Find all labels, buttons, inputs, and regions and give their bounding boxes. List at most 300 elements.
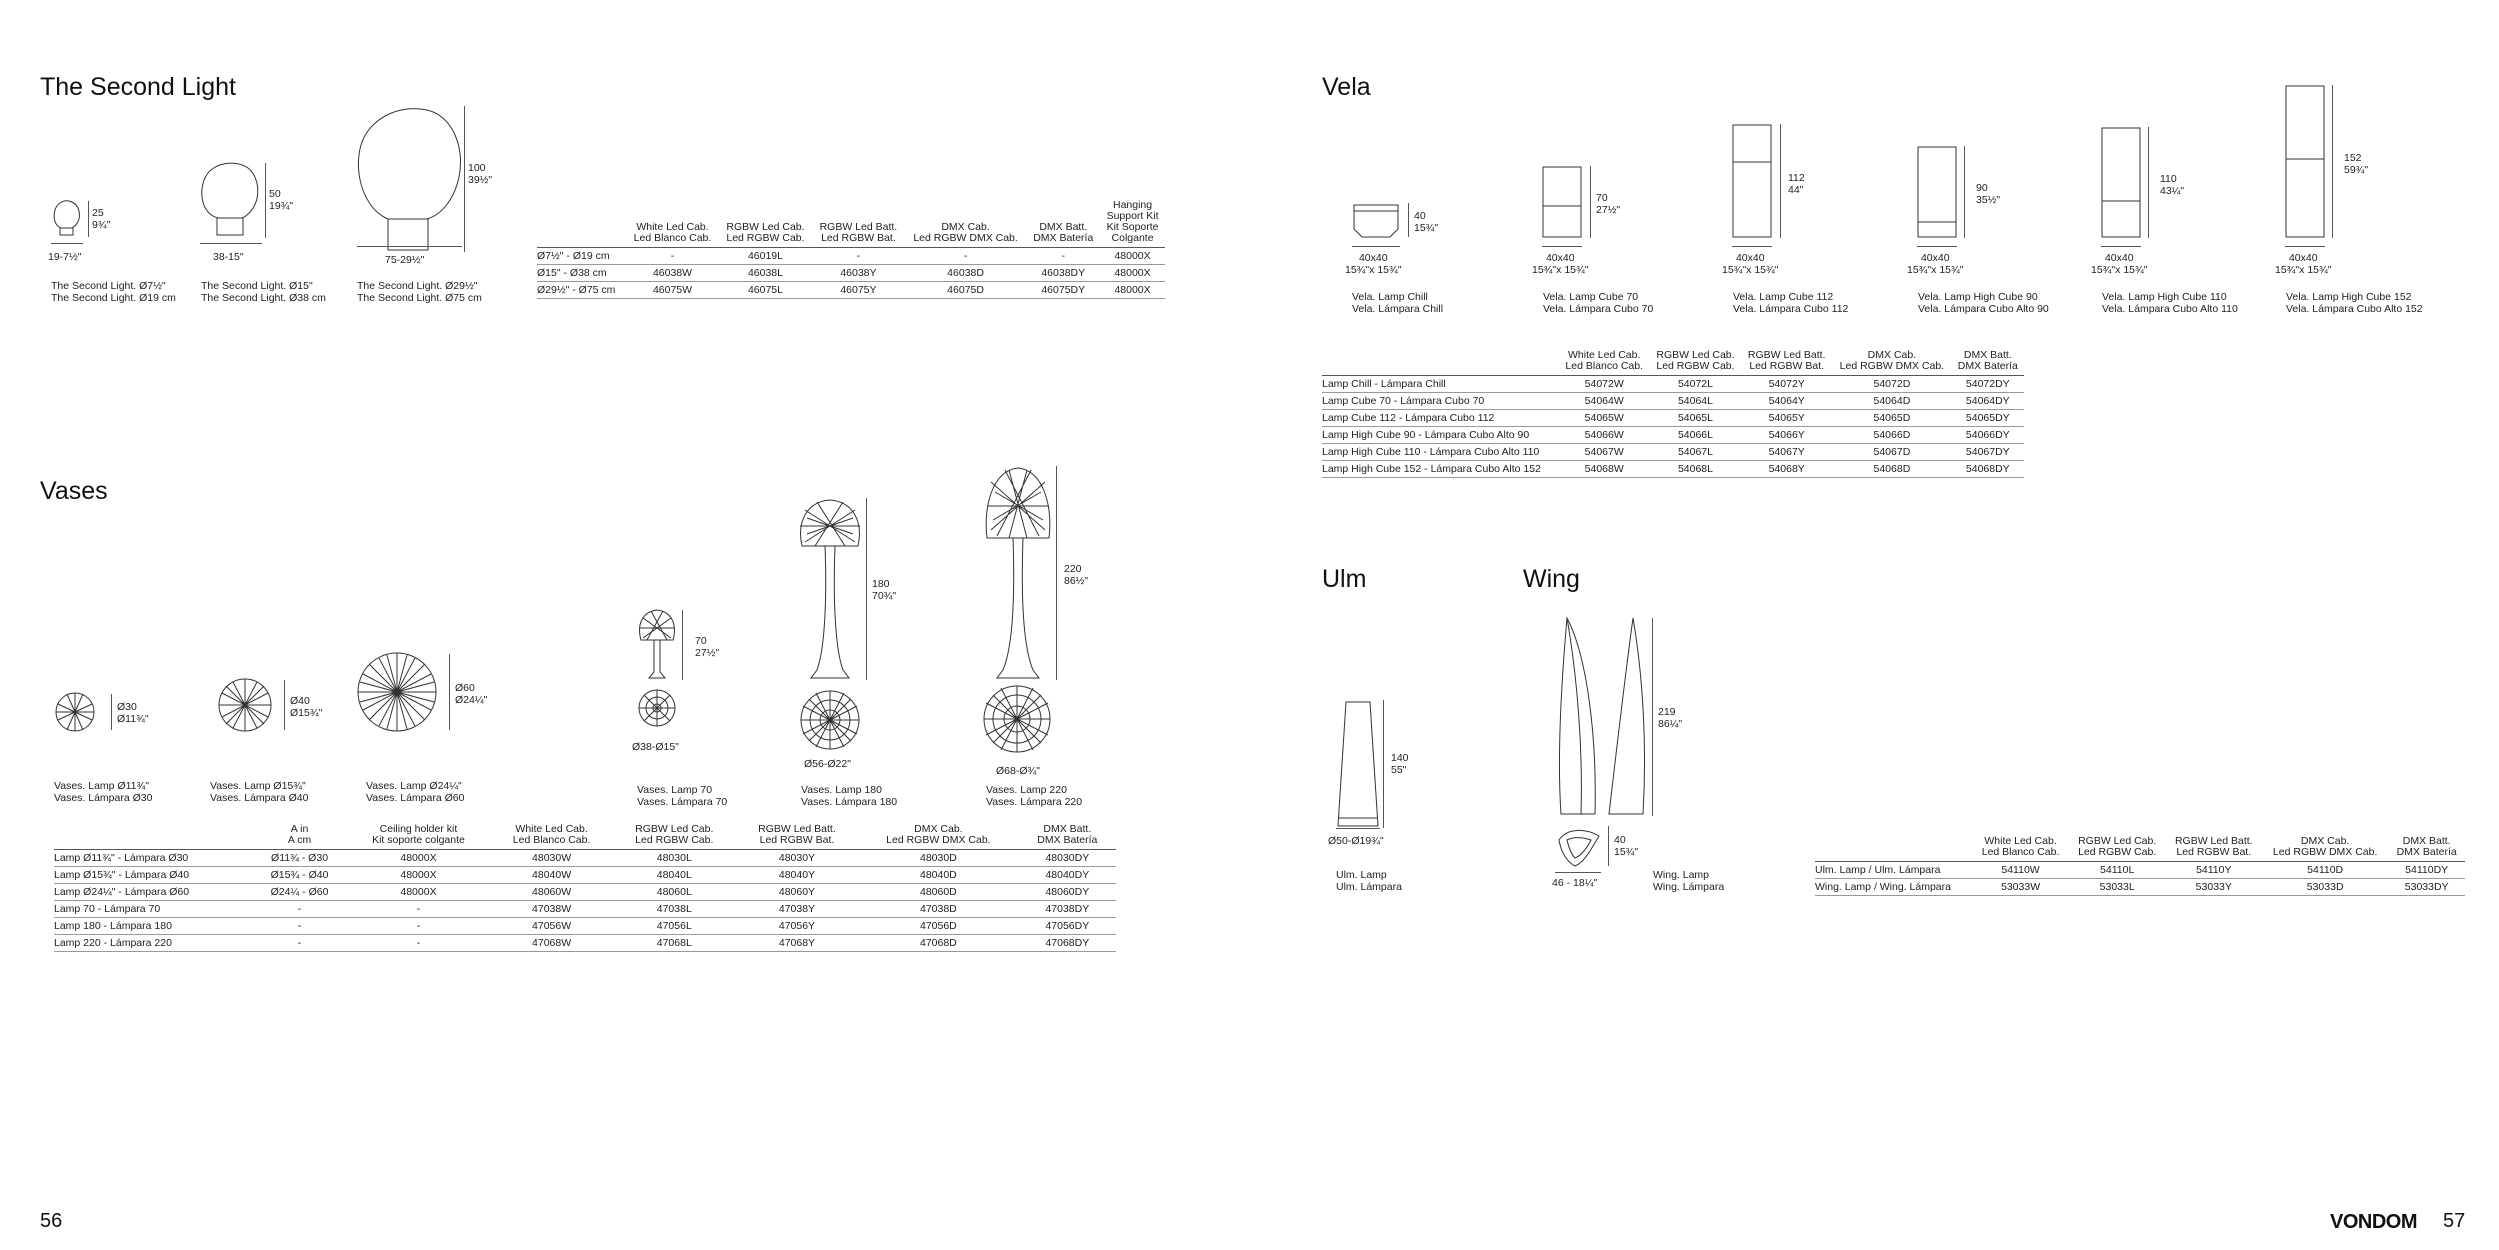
table-cell: 47056D <box>858 918 1019 935</box>
dim-in: 15¾"x 15¾" <box>1345 264 1402 276</box>
vases-70-base: Ø38-Ø15" <box>632 741 679 753</box>
dim-cm: 152 <box>2344 152 2362 164</box>
wing-width: 46 - 18¼" <box>1552 877 1598 889</box>
column-header-line: DMX Batt. <box>1963 349 2012 361</box>
dim-line <box>1964 146 1965 238</box>
table-cell: 54072D <box>1832 376 1951 393</box>
table-row <box>537 265 1165 282</box>
wing-lamp-top-drawing <box>1555 826 1603 868</box>
caption-line: Ulm. Lamp <box>1336 869 1387 881</box>
dim-cm: 140 <box>1391 752 1409 764</box>
vela-high-cube-152-drawing <box>2285 85 2325 238</box>
column-header <box>858 824 1019 850</box>
table-cell: - <box>626 248 719 265</box>
dim-cm: 40x40 <box>2288 252 2318 264</box>
caption-line: Vela. Lámpara Cubo 112 <box>1733 303 1849 315</box>
column-header-line: DMX Batt. <box>1039 221 1088 233</box>
column-header <box>1019 824 1116 850</box>
table-cell: 54072L <box>1650 376 1742 393</box>
table-cell: 48060W <box>490 884 612 901</box>
row-label: Ø15" - Ø38 cm <box>537 265 626 282</box>
wing-lamp-side-drawing <box>1607 616 1649 816</box>
table-row <box>54 850 1116 867</box>
column-header-line: Led RGBW DMX Cab. <box>886 834 991 846</box>
column-header-line: RGBW Led Batt. <box>758 823 836 835</box>
caption-line: Vela. Lamp Cube 70 <box>1543 291 1639 303</box>
table-row <box>1815 862 2465 879</box>
vases-lamp-180-drawing <box>797 498 863 680</box>
column-header-line: DMX Batt. <box>1043 823 1092 835</box>
row-label: Lamp 70 - Lámpara 70 <box>54 901 253 918</box>
caption-line: The Second Light. Ø38 cm <box>201 292 326 304</box>
column-header <box>626 200 719 248</box>
table-cell: 54067Y <box>1741 444 1832 461</box>
dim-cm: 110 <box>2160 173 2177 185</box>
column-header <box>537 200 626 248</box>
table-cell: 54066DY <box>1952 427 2024 444</box>
dim-line <box>2101 246 2141 247</box>
row-label: Lamp Cube 112 - Lámpara Cubo 112 <box>1322 410 1559 427</box>
column-header <box>719 200 812 248</box>
caption-line: Vela. Lámpara Chill <box>1352 303 1444 315</box>
vela-cube-70-width <box>1532 252 1589 276</box>
table-cell: 54064D <box>1832 393 1951 410</box>
table-cell: 46038W <box>626 265 719 282</box>
table-cell: 47056W <box>490 918 612 935</box>
table-row <box>1322 444 2024 461</box>
caption-line: Vela. Lámpara Cubo Alto 152 <box>2286 303 2423 315</box>
vases-caption-40 <box>210 780 308 804</box>
dim-cm: Ø60 <box>455 682 475 694</box>
caption-line: Vases. Lámpara 180 <box>801 796 898 808</box>
table-cell: 54066W <box>1559 427 1650 444</box>
table-cell: 47068DY <box>1019 935 1116 952</box>
table-cell: 47068W <box>490 935 612 952</box>
column-header <box>1815 836 1972 862</box>
caption-line: Vela. Lamp High Cube 110 <box>2102 291 2227 303</box>
row-label: Ø29½" - Ø75 cm <box>537 282 626 299</box>
table-cell: 54110L <box>2069 862 2166 879</box>
column-header-line: RGBW Led Batt. <box>819 221 898 233</box>
row-label: Ø7½" - Ø19 cm <box>537 248 626 265</box>
table-cell: 54072W <box>1559 376 1650 393</box>
dim-line <box>1652 618 1653 816</box>
table-cell: 48000X <box>1100 248 1165 265</box>
caption-line: Vases. Lamp 220 <box>986 784 1067 796</box>
brand-logo: VONDOM <box>2330 1211 2417 1233</box>
caption-line: Vases. Lámpara Ø60 <box>366 792 465 804</box>
dim-in: 15¾"x 15¾" <box>2091 264 2148 276</box>
column-header <box>2262 836 2388 862</box>
table-cell: 54065W <box>1559 410 1650 427</box>
vela-spec-table <box>1322 350 2024 478</box>
dim-line <box>2332 85 2333 238</box>
wing-height <box>1658 706 1682 730</box>
column-header <box>2166 836 2262 862</box>
dim-line <box>111 694 112 730</box>
caption-line: The Second Light. Ø15" <box>201 280 313 292</box>
table-cell: 54064L <box>1650 393 1742 410</box>
dim-line <box>1056 466 1057 680</box>
dim-cm: 70 <box>695 635 707 647</box>
dim-in: 39½" <box>468 174 493 186</box>
section-title-vases: Vases <box>40 477 108 505</box>
table-row <box>54 918 1116 935</box>
dim-in: 55" <box>1391 764 1407 776</box>
section-title-vela: Vela <box>1322 73 1371 101</box>
vases-caption-220 <box>986 784 1082 808</box>
dim-line <box>449 654 450 730</box>
table-cell: - <box>347 918 491 935</box>
caption-line: Wing. Lámpara <box>1653 881 1725 893</box>
row-label: Lamp Ø24¼" - Lámpara Ø60 <box>54 884 253 901</box>
dim-in: Ø11¾" <box>117 713 149 725</box>
table-cell: 54068W <box>1559 461 1650 478</box>
vases-30-dim <box>117 701 149 725</box>
table-cell: 53033D <box>2262 879 2388 896</box>
column-header-line: Led Blanco Cab. <box>512 834 591 846</box>
table-cell: 54067L <box>1650 444 1742 461</box>
row-label: Lamp Ø15¾" - Lámpara Ø40 <box>54 867 253 884</box>
dim-in: 15¾"x 15¾" <box>1532 264 1589 276</box>
caption-line: Vases. Lámpara Ø40 <box>210 792 309 804</box>
vases-220-dim <box>1064 563 1088 587</box>
dim-in: 44" <box>1788 184 1804 196</box>
row-label: Wing. Lamp / Wing. Lámpara <box>1815 879 1972 896</box>
ulm-wing-spec-table <box>1815 836 2465 896</box>
caption-line: Vases. Lamp 180 <box>801 784 882 796</box>
ulm-height <box>1391 752 1409 776</box>
column-header <box>1741 350 1832 376</box>
table-cell: 48040L <box>613 867 736 884</box>
dim-cm: 40x40 <box>2104 252 2134 264</box>
table-cell: 46019L <box>719 248 812 265</box>
page-number-left: 56 <box>40 1210 63 1232</box>
table-cell: 54065D <box>1832 410 1951 427</box>
column-header <box>54 824 253 850</box>
vela-high-cube-90-width <box>1907 252 1964 276</box>
table-cell: 53033Y <box>2166 879 2262 896</box>
caption-line: Vases. Lámpara 70 <box>637 796 728 808</box>
vases-180-dim <box>872 578 896 602</box>
table-row <box>537 248 1165 265</box>
table-row <box>537 282 1165 299</box>
column-header-line: DMX Cab. <box>914 823 963 835</box>
column-header-line: Led Blanco Cab. <box>633 232 712 244</box>
column-header-line: RGBW Led Batt. <box>2174 835 2253 847</box>
dim-in: Ø24¼" <box>455 694 488 706</box>
table-row <box>1322 410 2024 427</box>
table-cell: 47056DY <box>1019 918 1116 935</box>
table-row <box>1322 427 2024 444</box>
table-cell: 47038Y <box>736 901 858 918</box>
dim-cm: 40x40 <box>1545 252 1575 264</box>
row-label: Lamp Ø11¾" - Lámpara Ø30 <box>54 850 253 867</box>
column-header-line: White Led Cab. <box>636 221 709 233</box>
section-title-wing: Wing <box>1523 565 1580 593</box>
page-number-right: 57 <box>2443 1210 2466 1232</box>
table-cell: - <box>253 901 347 918</box>
dim-cm: 70 <box>1596 192 1608 204</box>
dim-in: Ø15¾" <box>290 707 323 719</box>
dim-line <box>51 243 83 244</box>
second-light-small-height <box>92 207 110 231</box>
table-cell: 46038D <box>905 265 1027 282</box>
table-cell: 47038DY <box>1019 901 1116 918</box>
column-header <box>1100 200 1165 248</box>
table-cell: 47056Y <box>736 918 858 935</box>
table-cell: 53033W <box>1972 879 2068 896</box>
table-cell: 46075DY <box>1026 282 1100 299</box>
column-header-line: Ceiling holder kit <box>379 823 458 835</box>
column-header-line: Colgante <box>1111 232 1154 244</box>
table-cell: 54068D <box>1832 461 1951 478</box>
table-cell: 48000X <box>347 867 491 884</box>
table-row <box>54 884 1116 901</box>
second-light-caption-large <box>357 280 482 304</box>
column-header-line: DMX Batt. <box>2402 835 2451 847</box>
column-header-line: Led RGBW DMX Cab. <box>1839 360 1945 372</box>
second-light-small-width: 19-7½" <box>48 251 82 263</box>
vela-cube-70-drawing <box>1542 166 1582 238</box>
table-cell: 54064W <box>1559 393 1650 410</box>
second-light-large-drawing <box>355 106 463 252</box>
table-cell: 53033L <box>2069 879 2166 896</box>
column-header-line: DMX Batería <box>2396 846 2457 858</box>
column-header-line: Kit soporte colgante <box>372 834 465 846</box>
dim-in: 27½" <box>1596 204 1621 216</box>
column-header-line: RGBW Led Cab. <box>726 221 805 233</box>
table-cell: 54066L <box>1650 427 1742 444</box>
table-header-row <box>537 200 1165 248</box>
table-cell: 47068D <box>858 935 1019 952</box>
table-cell: 47056L <box>613 918 736 935</box>
dim-line <box>2285 246 2325 247</box>
caption-line: Vases. Lamp Ø24¼" <box>366 780 462 792</box>
table-row <box>1322 393 2024 410</box>
second-light-caption-small <box>51 280 176 304</box>
column-header-line: White Led Cab. <box>515 823 588 835</box>
dim-line <box>1917 246 1957 247</box>
vases-lamp-220-base-drawing <box>983 685 1051 753</box>
table-cell: 48030L <box>613 850 736 867</box>
column-header <box>1322 350 1559 376</box>
table-row <box>1815 879 2465 896</box>
vela-high-cube-152-height <box>2344 152 2368 176</box>
dim-line <box>1383 700 1384 828</box>
table-row <box>54 867 1116 884</box>
column-header-line: Led RGBW DMX Cab. <box>2272 846 2378 858</box>
vela-caption-high-cube-90 <box>1918 291 2049 315</box>
table-cell: 48000X <box>347 884 491 901</box>
table-cell: 48000X <box>347 850 491 867</box>
dim-line <box>1408 203 1409 237</box>
table-cell: 48030D <box>858 850 1019 867</box>
column-header <box>1972 836 2068 862</box>
table-row <box>1322 376 2024 393</box>
column-header-line: Led RGBW Bat. <box>1749 360 1825 372</box>
table-cell: 48040D <box>858 867 1019 884</box>
column-header-line: RGBW Led Batt. <box>1747 349 1826 361</box>
dim-line <box>1780 124 1781 238</box>
column-header-line: Led Blanco Cab. <box>1981 846 2060 858</box>
column-header-line: Led RGBW Cab. <box>2078 846 2157 858</box>
dim-cm: 220 <box>1064 563 1082 575</box>
caption-line: The Second Light. Ø7½" <box>51 280 166 292</box>
dim-line <box>1336 828 1380 829</box>
table-cell: 54067DY <box>1952 444 2024 461</box>
table-cell: - <box>812 248 905 265</box>
caption-line: Vela. Lámpara Cubo Alto 110 <box>2102 303 2238 315</box>
row-label: Lamp 220 - Lámpara 220 <box>54 935 253 952</box>
column-header-line: Support Kit <box>1106 210 1159 222</box>
table-cell: 54068L <box>1650 461 1742 478</box>
table-cell: 54110DY <box>2388 862 2465 879</box>
dim-in: 15¾"x 15¾" <box>2275 264 2332 276</box>
second-light-medium-width: 38-15" <box>213 251 244 263</box>
vases-caption-30 <box>54 780 152 804</box>
table-cell: 54110W <box>1972 862 2068 879</box>
row-label: Ulm. Lamp / Ulm. Lámpara <box>1815 862 1972 879</box>
table-cell: 48000X <box>1100 282 1165 299</box>
vela-high-cube-110-height <box>2160 173 2184 197</box>
dim-cm: Ø30 <box>117 701 137 713</box>
table-cell: 54110Y <box>2166 862 2262 879</box>
caption-line: Vases. Lamp Ø15¾" <box>210 780 306 792</box>
table-cell: 46075L <box>719 282 812 299</box>
table-cell: 54072Y <box>1741 376 1832 393</box>
table-header-row <box>54 824 1116 850</box>
vela-high-cube-152-width <box>2275 252 2332 276</box>
dim-in: 15¾" <box>1414 222 1439 234</box>
column-header-line: DMX Cab. <box>941 221 990 233</box>
caption-line: Ulm. Lámpara <box>1336 881 1402 893</box>
dim-in: 27½" <box>695 647 720 659</box>
caption-line: Vases. Lámpara Ø30 <box>54 792 153 804</box>
vela-high-cube-110-width <box>2091 252 2148 276</box>
column-header <box>253 824 347 850</box>
dim-in: 35½" <box>1976 194 2001 206</box>
table-cell: 48040DY <box>1019 867 1116 884</box>
vases-ball-30-drawing <box>55 692 95 732</box>
column-header <box>613 824 736 850</box>
row-label: Lamp Cube 70 - Lámpara Cubo 70 <box>1322 393 1559 410</box>
caption-line: Wing. Lamp <box>1653 869 1710 881</box>
second-light-large-width: 75-29½" <box>385 254 425 266</box>
table-cell: 46038DY <box>1026 265 1100 282</box>
dim-in: 15¾"x 15¾" <box>1722 264 1779 276</box>
column-header-line: A cm <box>287 834 312 846</box>
dim-cm: 219 <box>1658 706 1676 718</box>
table-cell: 48060D <box>858 884 1019 901</box>
vases-spec-table <box>54 824 1116 952</box>
column-header-line: Hanging <box>1112 199 1153 211</box>
caption-line: Vela. Lamp Cube 112 <box>1733 291 1834 303</box>
table-cell: 54064Y <box>1741 393 1832 410</box>
vases-lamp-70-base-drawing <box>637 688 677 728</box>
table-cell: 48060Y <box>736 884 858 901</box>
table-cell: 46075D <box>905 282 1027 299</box>
dim-cm: 50 <box>269 188 281 200</box>
caption-line: Vela. Lamp High Cube 90 <box>1918 291 2038 303</box>
dim-line <box>1352 246 1400 247</box>
dim-in: 9¾" <box>92 219 111 231</box>
dim-cm: 180 <box>872 578 890 590</box>
column-header-line: DMX Batería <box>1957 360 2018 372</box>
table-header-row <box>1322 350 2024 376</box>
table-cell: 48000X <box>1100 265 1165 282</box>
vela-cube-112-height <box>1788 172 1805 196</box>
vela-chill-width <box>1345 252 1402 276</box>
table-cell: 54072DY <box>1952 376 2024 393</box>
caption-line: Vela. Lamp Chill <box>1352 291 1428 303</box>
dim-line <box>88 201 89 237</box>
table-cell: 54068DY <box>1952 461 2024 478</box>
table-cell: 54064DY <box>1952 393 2024 410</box>
column-header <box>2388 836 2465 862</box>
table-header-row <box>1815 836 2465 862</box>
table-row <box>1322 461 2024 478</box>
dim-in: 19¾" <box>269 200 294 212</box>
vela-cube-112-drawing <box>1732 124 1772 238</box>
vases-40-dim <box>290 695 322 719</box>
column-header-line: RGBW Led Cab. <box>635 823 714 835</box>
table-cell: 54065Y <box>1741 410 1832 427</box>
vela-chill-drawing <box>1352 203 1400 239</box>
caption-line: The Second Light. Ø75 cm <box>357 292 482 304</box>
row-label: Lamp High Cube 110 - Lámpara Cubo Alto 110 <box>1322 444 1559 461</box>
table-cell: - <box>347 901 491 918</box>
dim-line <box>1732 246 1772 247</box>
wing-depth <box>1614 834 1638 858</box>
table-cell: 48060L <box>613 884 736 901</box>
dim-line <box>200 243 262 244</box>
vases-ball-40-drawing <box>218 678 272 732</box>
dim-line <box>464 106 465 252</box>
column-header-line: White Led Cab. <box>1984 835 2057 847</box>
vela-caption-high-cube-152 <box>2286 291 2423 315</box>
column-header-line: White Led Cab. <box>1568 349 1641 361</box>
table-cell: - <box>905 248 1027 265</box>
vela-cube-70-height <box>1596 192 1620 216</box>
ulm-lamp-drawing <box>1336 700 1380 828</box>
vases-70-dim <box>695 635 719 659</box>
table-cell: 48030Y <box>736 850 858 867</box>
column-header-line: Kit Soporte <box>1106 221 1159 233</box>
section-title-ulm: Ulm <box>1322 565 1367 593</box>
vela-high-cube-90-height <box>1976 182 2000 206</box>
table-cell: - <box>253 935 347 952</box>
table-cell: 54065L <box>1650 410 1742 427</box>
caption-line: The Second Light. Ø19 cm <box>51 292 176 304</box>
dim-line <box>1542 246 1582 247</box>
table-cell: 54065DY <box>1952 410 2024 427</box>
dim-in: 59¾" <box>2344 164 2369 176</box>
dim-line <box>265 163 266 238</box>
table-cell: - <box>253 918 347 935</box>
second-light-caption-medium <box>201 280 326 304</box>
table-cell: 47068L <box>613 935 736 952</box>
dim-cm: Ø40 <box>290 695 310 707</box>
column-header <box>812 200 905 248</box>
table-cell: 47038L <box>613 901 736 918</box>
column-header <box>736 824 858 850</box>
dim-line <box>866 498 867 680</box>
dim-in: 43¼" <box>2160 185 2185 197</box>
table-cell: Ø11¾ - Ø30 <box>253 850 347 867</box>
dim-cm: 25 <box>92 207 104 219</box>
caption-line: The Second Light. Ø29½" <box>357 280 478 292</box>
